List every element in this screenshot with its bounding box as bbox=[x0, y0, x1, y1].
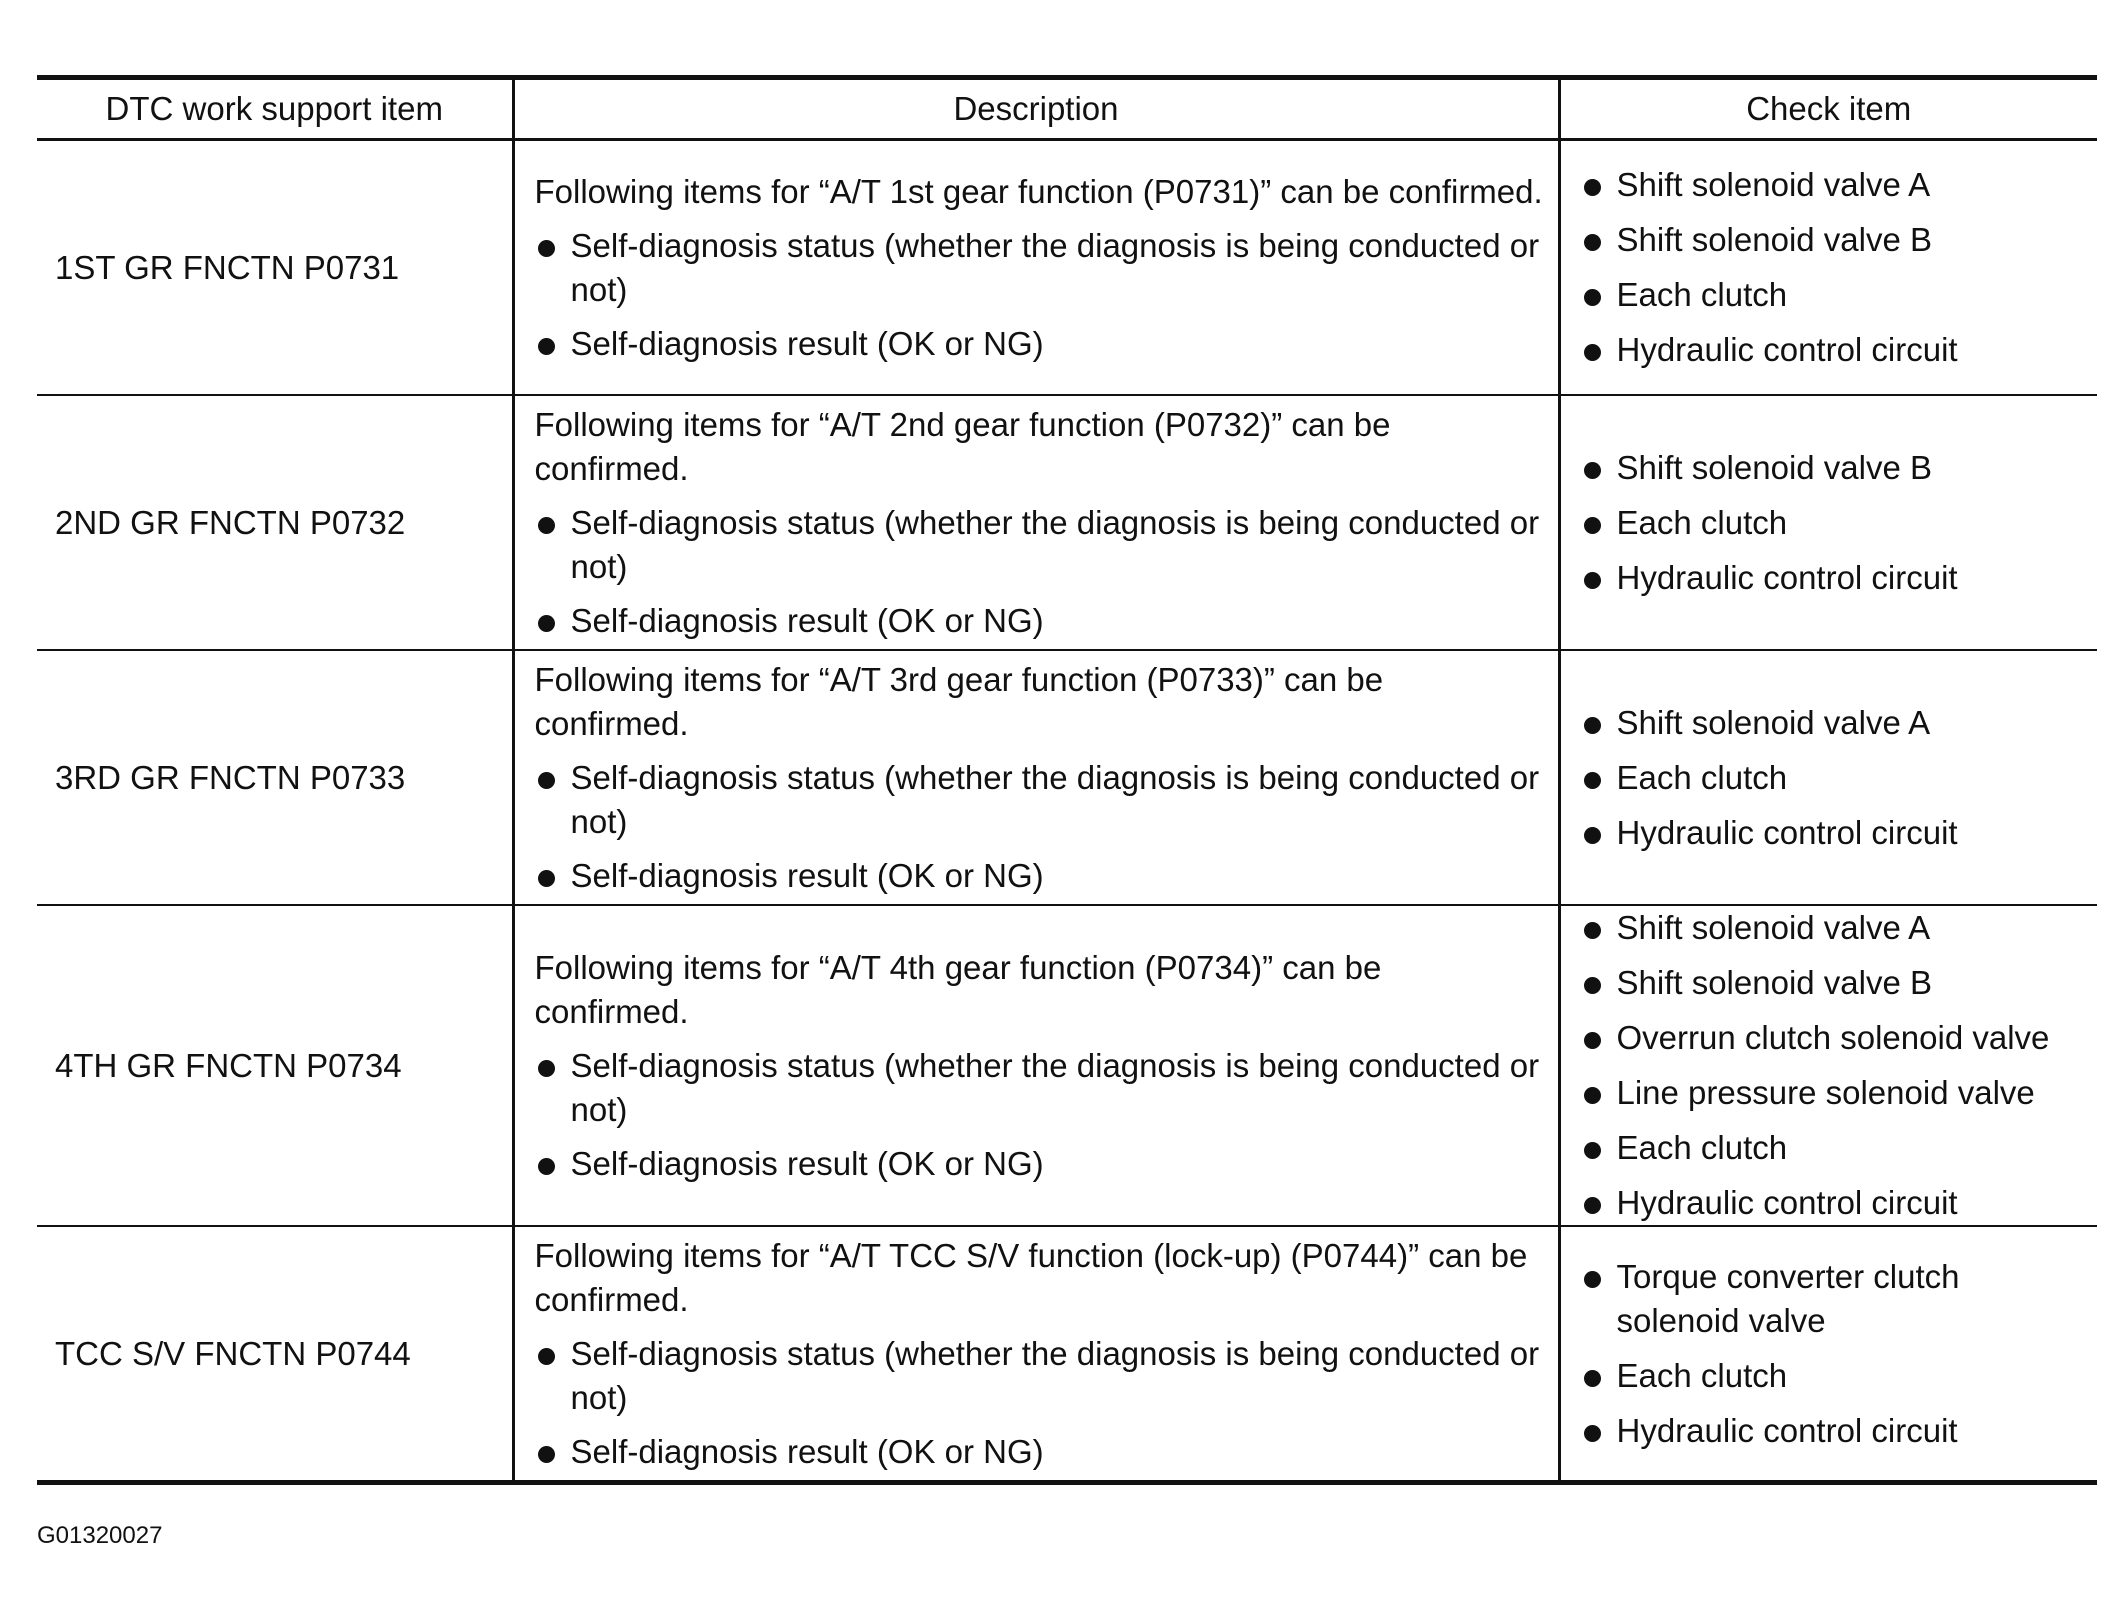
table-row bbox=[37, 905, 2097, 1226]
check-item: Shift solenoid valve B bbox=[1581, 446, 2090, 490]
description-bullet-list bbox=[535, 1044, 1544, 1186]
check-item-cell bbox=[1559, 1226, 2097, 1483]
description-intro: Following items for “A/T 4th gear function (P0734)” can be confirmed. bbox=[534, 948, 1382, 1030]
dtc-work-support-table bbox=[37, 75, 2097, 1485]
description-bullet: Self-diagnosis result (OK or NG) bbox=[535, 1142, 1544, 1186]
check-item: Shift solenoid valve B bbox=[1581, 218, 2090, 262]
description-bullet-list bbox=[535, 756, 1544, 898]
table-header-row bbox=[37, 78, 2097, 140]
dtc-item-cell: 3RD GR FNCTN P0733 bbox=[37, 650, 513, 905]
dtc-item-cell: TCC S/V FNCTN P0744 bbox=[37, 1226, 513, 1483]
check-item-list bbox=[1581, 1255, 2090, 1453]
description-intro: Following items for “A/T 1st gear function (P0731)” can be confirmed. bbox=[534, 172, 1543, 210]
check-item: Each clutch bbox=[1581, 1126, 2090, 1170]
check-item: Hydraulic control circuit bbox=[1581, 811, 2090, 855]
dtc-item-cell: 1ST GR FNCTN P0731 bbox=[55, 248, 400, 286]
description-cell bbox=[513, 905, 1559, 1226]
table-row bbox=[37, 395, 2097, 650]
description-bullet: Self-diagnosis status (whether the diagnosis is being conducted or not) bbox=[535, 1044, 1544, 1132]
description-bullet: Self-diagnosis status (whether the diagnosis is being conducted or not) bbox=[535, 501, 1544, 589]
description-bullet-list bbox=[535, 224, 1544, 366]
header-description: Description bbox=[513, 78, 1559, 140]
check-item: Shift solenoid valve A bbox=[1581, 701, 2090, 745]
description-intro: Following items for “A/T TCC S/V function (lock-up) (P0744)” can be confirmed. bbox=[534, 1236, 1528, 1318]
description-bullet: Self-diagnosis result (OK or NG) bbox=[535, 599, 1544, 643]
check-item-list bbox=[1581, 701, 2090, 855]
check-item: Line pressure solenoid valve bbox=[1581, 1071, 2090, 1115]
check-item-list bbox=[1581, 163, 2090, 372]
header-check-item: Check item bbox=[1559, 78, 2097, 140]
description-bullet-list bbox=[535, 501, 1544, 643]
description-bullet: Self-diagnosis result (OK or NG) bbox=[535, 322, 1544, 366]
check-item: Hydraulic control circuit bbox=[1581, 556, 2090, 600]
description-cell bbox=[513, 395, 1559, 650]
description-cell bbox=[513, 140, 1559, 396]
check-item: Torque converter clutch solenoid valve bbox=[1581, 1255, 2090, 1343]
check-item-cell bbox=[1559, 140, 2097, 396]
description-intro: Following items for “A/T 3rd gear function (P0733)” can be confirmed. bbox=[534, 660, 1384, 742]
description-bullet: Self-diagnosis status (whether the diagnosis is being conducted or not) bbox=[535, 1332, 1544, 1420]
description-bullet: Self-diagnosis result (OK or NG) bbox=[535, 854, 1544, 898]
dtc-item-cell: 4TH GR FNCTN P0734 bbox=[37, 905, 513, 1226]
document-page bbox=[37, 75, 2097, 1485]
check-item: Hydraulic control circuit bbox=[1581, 1409, 2090, 1453]
check-item-cell bbox=[1559, 395, 2097, 650]
check-item: Each clutch bbox=[1581, 1354, 2090, 1398]
table-row bbox=[37, 650, 2097, 905]
check-item-cell bbox=[1559, 905, 2097, 1226]
description-cell bbox=[513, 650, 1559, 905]
check-item: Hydraulic control circuit bbox=[1581, 1181, 2090, 1225]
check-item: Shift solenoid valve A bbox=[1581, 163, 2090, 207]
check-item: Overrun clutch solenoid valve bbox=[1581, 1016, 2090, 1060]
description-cell bbox=[513, 1226, 1559, 1483]
check-item: Shift solenoid valve B bbox=[1581, 961, 2090, 1005]
table-row bbox=[37, 1226, 2097, 1483]
description-bullet: Self-diagnosis status (whether the diagnosis is being conducted or not) bbox=[535, 756, 1544, 844]
check-item: Each clutch bbox=[1581, 756, 2090, 800]
description-bullet: Self-diagnosis result (OK or NG) bbox=[535, 1430, 1544, 1474]
description-bullet: Self-diagnosis status (whether the diagnosis is being conducted or not) bbox=[535, 224, 1544, 312]
check-item: Each clutch bbox=[1581, 273, 2090, 317]
check-item: Shift solenoid valve A bbox=[1581, 906, 2090, 950]
description-intro: Following items for “A/T 2nd gear function (P0732)” can be confirmed. bbox=[534, 405, 1391, 487]
check-item: Each clutch bbox=[1581, 501, 2090, 545]
check-item-list bbox=[1581, 446, 2090, 600]
check-item-cell bbox=[1559, 650, 2097, 905]
table-row bbox=[37, 140, 2097, 396]
description-bullet-list bbox=[535, 1332, 1544, 1474]
dtc-item-cell: 2ND GR FNCTN P0732 bbox=[37, 395, 513, 650]
check-item: Hydraulic control circuit bbox=[1581, 328, 2090, 372]
header-dtc-work-support-item: DTC work support item bbox=[37, 78, 513, 140]
figure-id: G01320027 bbox=[37, 1522, 163, 1549]
check-item-list bbox=[1581, 906, 2090, 1225]
